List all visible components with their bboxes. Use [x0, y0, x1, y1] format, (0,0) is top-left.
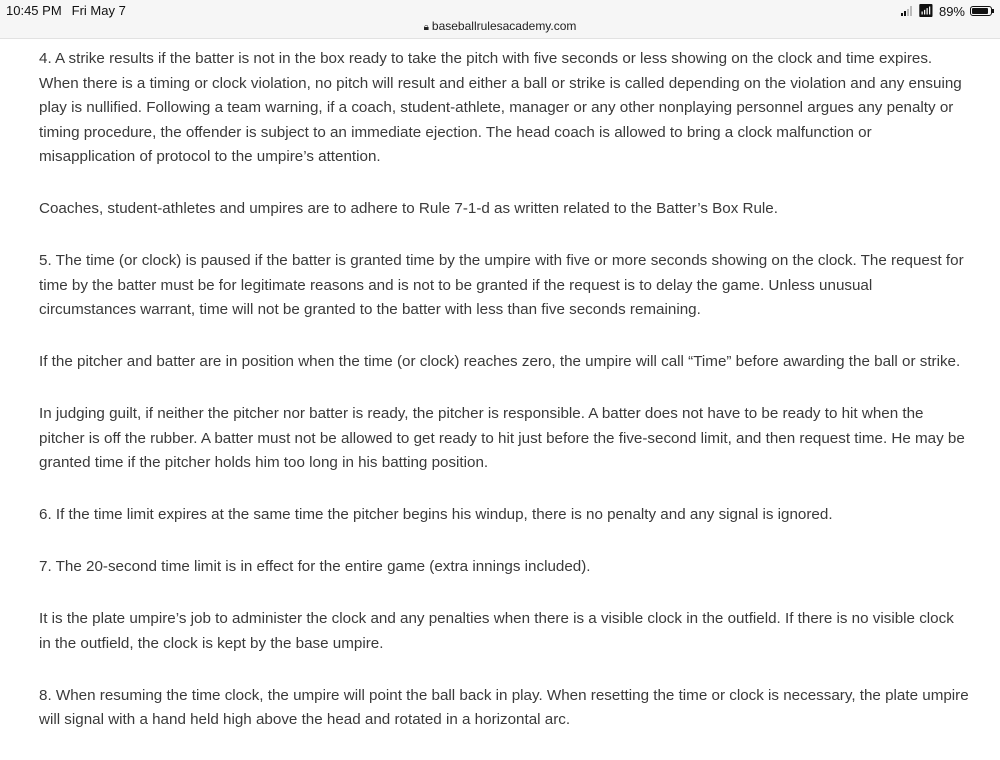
battery-icon [970, 6, 992, 16]
wifi-icon: 📶︎ [917, 3, 934, 18]
paragraph: It is the plate umpire’s job to administer the clock and any penalties when there is a visible clock in the outfield. If there is no visible clock in the outfield, the clock is kept by the base umpire. [39, 610, 954, 652]
status-date: Fri May 7 [71, 3, 126, 18]
clock-time: 10:45 PM [6, 3, 62, 18]
address-bar[interactable] [0, 19, 1000, 33]
paragraph: 7. The 20-second time limit is in effect for the entire game (extra innings included). [39, 558, 591, 575]
status-bar [0, 0, 1000, 39]
url-text: baseballrulesacademy.com [431, 19, 577, 33]
lock-icon: 🔒︎ [423, 22, 429, 33]
paragraph: 5. The time (or clock) is paused if the batter is granted time by the umpire with five or more seconds showing on the clock. The request for time by the batter must be for legitimate reasons and is not to be granted if the request is to delay the game. Unless unusual circumstances warrant, time will not be granted to the batter with less than five seconds remaining. [39, 252, 964, 318]
paragraph: Coaches, student-athletes and umpires are to adhere to Rule 7-1-d as written related to the Batter’s Box Rule. [39, 200, 778, 217]
cellular-signal-icon [901, 6, 912, 16]
status-indicators [901, 3, 992, 19]
status-time [6, 3, 126, 18]
paragraph: In judging guilt, if neither the pitcher nor batter is ready, the pitcher is responsible. A batter does not have to be ready to hit when the pitcher is off the rubber. A batter must not be allowed to get ready to hit just before the five-second limit, and then request time. He may be granted time if the pitcher holds him too long in his batting position. [39, 405, 965, 471]
article-content [39, 47, 969, 760]
paragraph: 6. If the time limit expires at the same time the pitcher begins his windup, there is no penalty and any signal is ignored. [39, 506, 833, 523]
paragraph: 4. A strike results if the batter is not in the box ready to take the pitch with five seconds or less showing on the clock and time expires. When there is a timing or clock violation, no pitch will result and either a ball or strike is called depending on the violation and any ensuing play is nullified. Following a team warning, if a coach, student-athlete, manager or any other nonplaying personnel argues any penalty or timing procedure, the offender is subject to an immediate ejection. The head coach is allowed to bring a clock malfunction or misapplication of protocol to the umpire’s attention. [39, 50, 962, 165]
battery-percent: 89% [938, 3, 965, 19]
paragraph: 8. When resuming the time clock, the umpire will point the ball back in play. When resetting the time or clock is necessary, the plate umpire will signal with a hand held high above the head and rotated in a horizontal arc. [39, 686, 969, 728]
paragraph: If the pitcher and batter are in position when the time (or clock) reaches zero, the umpire will call “Time” before awarding the ball or strike. [39, 353, 961, 370]
